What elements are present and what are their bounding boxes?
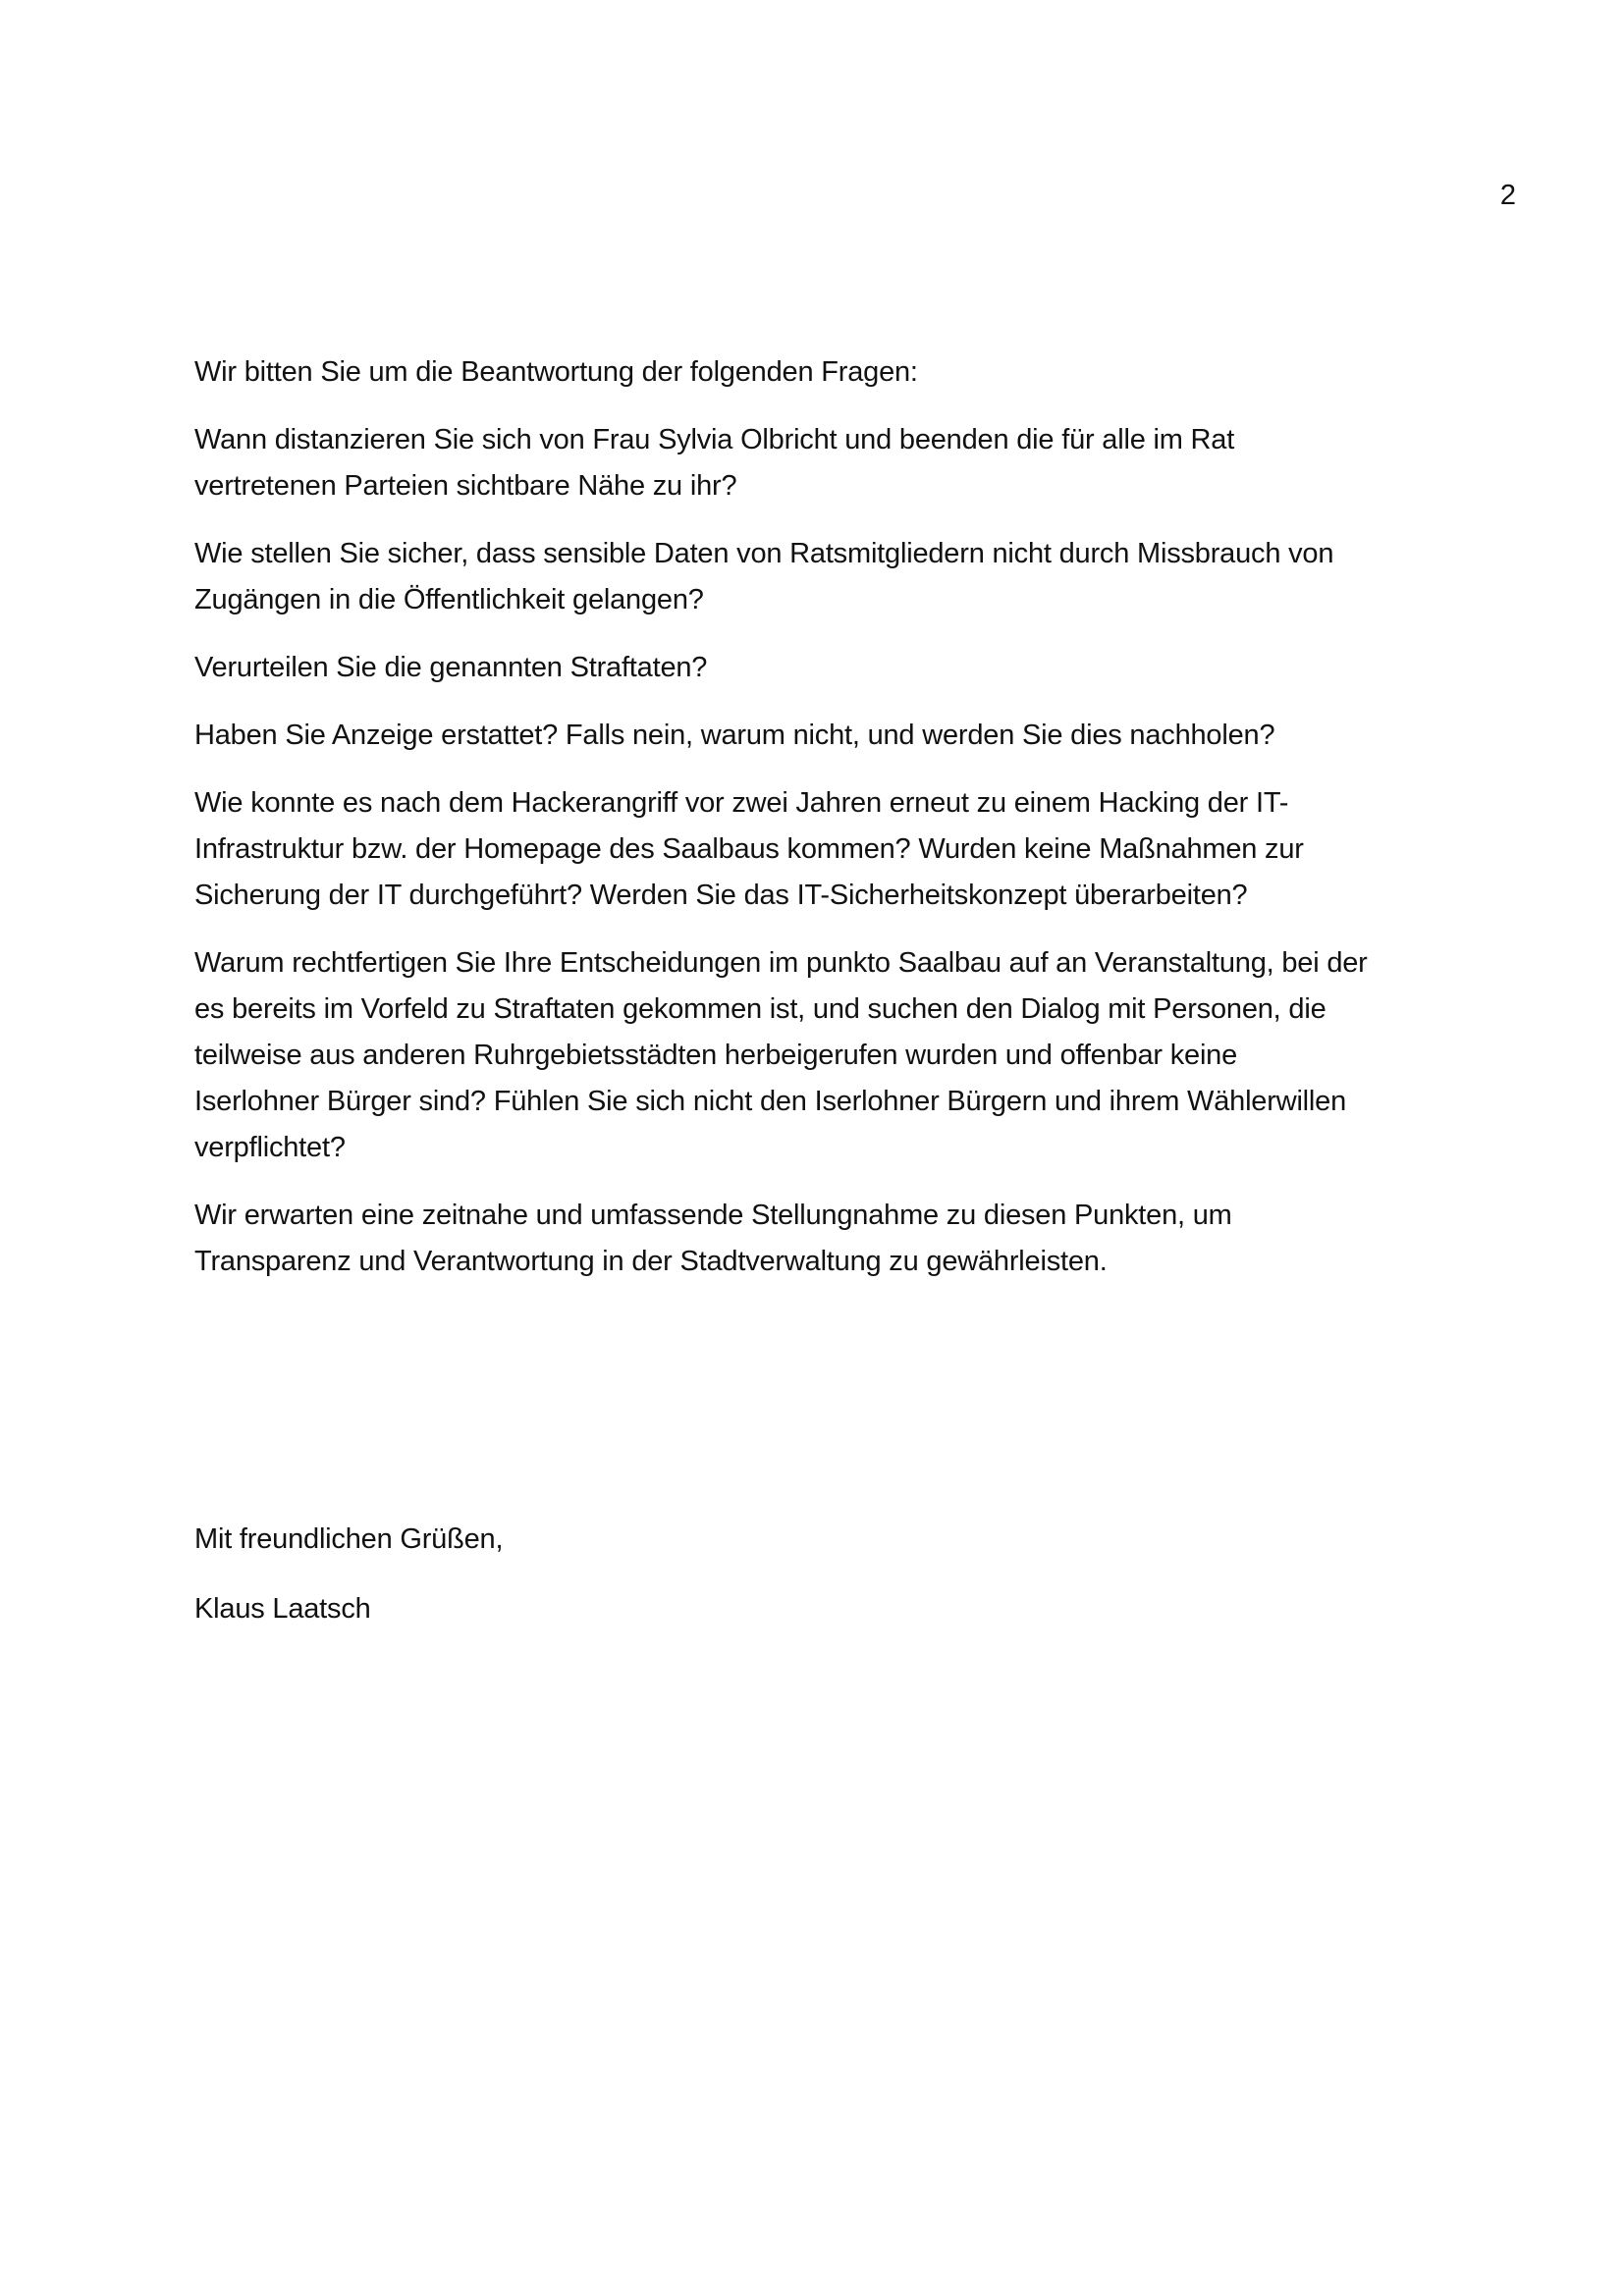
text-line: Wann distanzieren Sie sich von Frau Sylvia Olbricht und beenden die für alle im Rat — [194, 424, 1235, 455]
question-paragraph — [194, 780, 1530, 919]
page-number: 2 — [1499, 180, 1516, 211]
signature-name: Klaus Laatsch — [194, 1593, 371, 1625]
question-paragraph — [194, 417, 1530, 509]
text-line: Wie konnte es nach dem Hackerangriff vor zwei Jahren erneut zu einem Hacking der IT- — [194, 787, 1289, 819]
text-line: es bereits im Vorfeld zu Straftaten gekommen ist, und suchen den Dialog mit Personen, die — [194, 993, 1326, 1025]
intro-paragraph — [194, 349, 1530, 396]
text-line: Sicherung der IT durchgeführt? Werden Sie das IT-Sicherheitskonzept überarbeiten? — [194, 880, 1248, 911]
text-line: Verurteilen Sie die genannten Straftaten? — [194, 652, 708, 683]
text-line: Wir erwarten eine zeitnahe und umfassende Stellungnahme zu diesen Punkten, um — [194, 1200, 1232, 1231]
text-line: teilweise aus anderen Ruhrgebietsstädten herbeigerufen wurden und offenbar keine — [194, 1040, 1238, 1071]
text-line: Transparenz und Verantwortung in der Stadtverwaltung zu gewährleisten. — [194, 1246, 1108, 1277]
text-line: Wie stellen Sie sicher, dass sensible Daten von Ratsmitgliedern nicht durch Missbrauch von — [194, 538, 1334, 569]
text-line: Wir bitten Sie um die Beantwortung der folgenden Fragen: — [194, 356, 918, 388]
text-line: vertretenen Parteien sichtbare Nähe zu ihr? — [194, 470, 737, 502]
letter-closing — [194, 1517, 503, 1656]
question-paragraph — [194, 940, 1530, 1171]
text-line: Zugängen in die Öffentlichkeit gelangen? — [194, 584, 704, 615]
question-paragraph — [194, 713, 1530, 759]
question-paragraph — [194, 645, 1530, 691]
salutation: Mit freundlichen Grüßen, — [194, 1523, 504, 1555]
text-line: Warum rechtfertigen Sie Ihre Entscheidungen im punkto Saalbau auf an Veranstaltung, bei der — [194, 947, 1368, 979]
text-line: Infrastruktur bzw. der Homepage des Saalbaus kommen? Wurden keine Maßnahmen zur — [194, 833, 1304, 865]
question-paragraph — [194, 531, 1530, 623]
letter-body — [194, 349, 1530, 1307]
text-line: verpflichtet? — [194, 1132, 346, 1163]
text-line: Haben Sie Anzeige erstattet? Falls nein, warum nicht, und werden Sie dies nachholen? — [194, 720, 1275, 751]
text-line: Iserlohner Bürger sind? Fühlen Sie sich nicht den Iserlohner Bürgern und ihrem Wählerwillen — [194, 1086, 1347, 1117]
question-paragraph — [194, 1193, 1530, 1285]
